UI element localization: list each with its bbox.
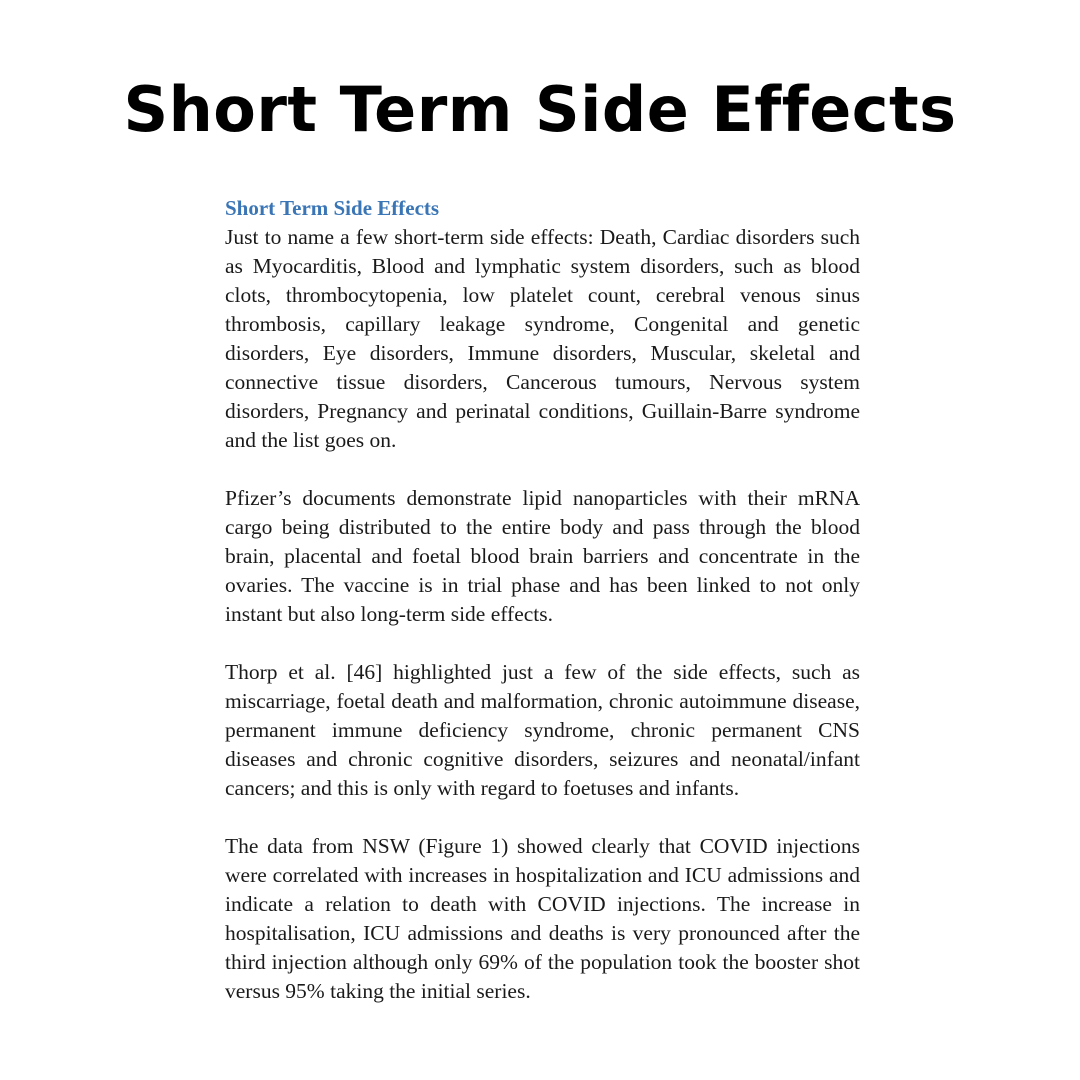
page-title: Short Term Side Effects (123, 73, 957, 146)
paragraph-pfizer-documents: Pfizer’s documents demonstrate lipid nanoparticles with their mRNA cargo being distributed to the entire body and pass through the blood brain, placental and foetal blood brain barriers and concentrate in the ovaries. The vaccine is in trial phase and has been linked to not only instant but also long-term side effects. (225, 486, 860, 626)
document-excerpt (225, 194, 860, 1056)
paragraph-nsw-data: The data from NSW (Figure 1) showed clearly that COVID injections were correlated with increases in hospitalization and ICU admissions and indicate a relation to death with COVID injections. The increase in hospitalisation, ICU admissions and deaths is very pronounced after the third injection although only 69% of the population took the booster shot versus 95% taking the initial series. (225, 834, 860, 1003)
paragraph-side-effects-list: Just to name a few short-term side effects: Death, Cardiac disorders such as Myocarditis, Blood and lymphatic system disorders, such as blood clots, thrombocytopenia, low platelet count, cerebral venous sinus thrombosis, capillary leakage syndrome, Congenital and genetic disorders, Eye disorders, Immune disorders, Muscular, skeletal and connective tissue disorders, Cancerous tumours, Nervous system disorders, Pregnancy and perinatal conditions, Guillain-Barre syndrome and the list goes on. (225, 225, 860, 452)
section-heading: Short Term Side Effects (225, 196, 440, 220)
paragraph-thorp-et-al: Thorp et al. [46] highlighted just a few of the side effects, such as miscarriage, foetal death and malformation, chronic autoimmune disease, permanent immune deficiency syndrome, chronic permanent CNS diseases and chronic cognitive disorders, seizures and neonatal/infant cancers; and this is only with regard to foetuses and infants. (225, 660, 860, 800)
